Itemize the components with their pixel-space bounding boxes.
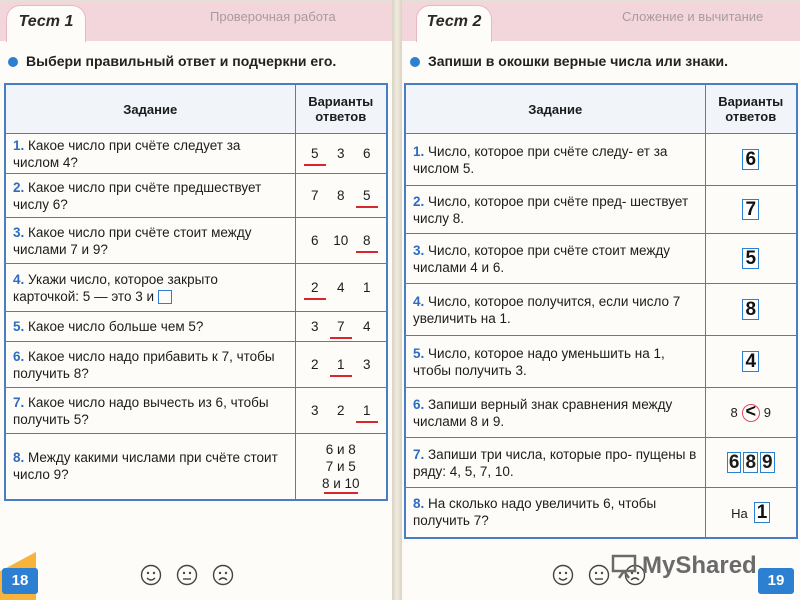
answer-cell — [705, 134, 797, 186]
task-text: На сколько надо увеличить 6, чтобы получить 7? — [413, 496, 657, 529]
table-row — [405, 234, 797, 284]
answer-option[interactable]: 4 — [362, 319, 371, 334]
answer-box[interactable]: 1 — [754, 502, 771, 523]
test-tab: Тест 1 — [6, 5, 86, 42]
answer-options-cell — [295, 434, 387, 500]
task-number: 7. — [13, 394, 25, 410]
smile-face-icon[interactable] — [140, 564, 162, 586]
task-cell — [405, 284, 705, 336]
col-header-answers: Варианты ответов — [295, 84, 387, 134]
task-cell — [405, 134, 705, 186]
task-number: 4. — [413, 293, 425, 309]
neutral-face-icon[interactable] — [588, 564, 610, 586]
table-row — [5, 264, 387, 312]
col-header-answers: Варианты ответов — [705, 84, 797, 134]
answer-option[interactable]: 3 — [310, 403, 319, 418]
task-text: Какое число больше чем 5? — [28, 319, 204, 334]
task-number: 7. — [413, 446, 425, 462]
answer-box[interactable]: 7 — [742, 199, 759, 220]
answer-box[interactable]: 6 — [742, 149, 759, 170]
answer-option[interactable]: 6 — [310, 233, 319, 248]
task-text: Число, которое при счёте пред- шествует числу 8. — [413, 193, 689, 226]
self-assessment-faces — [140, 564, 234, 586]
table-row — [405, 284, 797, 336]
task-cell — [405, 488, 705, 538]
table-row — [5, 342, 387, 388]
answer-options-cell — [295, 264, 387, 312]
answer-option[interactable]: 2 — [336, 403, 345, 418]
answer-options-cell — [295, 134, 387, 174]
answer-option[interactable]: 7 и 5 — [325, 458, 356, 474]
neutral-face-icon[interactable] — [176, 564, 198, 586]
task-text: Какое число при счёте предшествует числу 6? — [13, 179, 262, 212]
right-page — [402, 0, 800, 600]
table-row — [5, 174, 387, 218]
task-cell — [5, 434, 295, 500]
answer-box[interactable]: 8 — [745, 451, 757, 473]
task-cell — [5, 174, 295, 218]
task-text: Между какими числами при счёте стоит число 9? — [13, 450, 278, 483]
task-number: 2. — [13, 179, 25, 195]
table-row — [5, 218, 387, 264]
answer-option[interactable]: 2 — [310, 357, 319, 372]
task-number: 6. — [13, 348, 25, 364]
table-row — [405, 488, 797, 538]
table-row — [405, 438, 797, 488]
comparison-right: 9 — [763, 404, 771, 420]
table-row — [5, 312, 387, 342]
instruction: Выбери правильный ответ и подчеркни его. — [8, 53, 336, 69]
table-row — [405, 388, 797, 438]
task-text: Какое число надо вычесть из 6, чтобы получить 5? — [13, 394, 269, 427]
task-cell — [5, 218, 295, 264]
answer-option[interactable]: 3 — [362, 357, 371, 372]
answer-option[interactable]: 5 — [307, 146, 323, 161]
sad-face-icon[interactable] — [212, 564, 234, 586]
answer-option[interactable]: 6 и 8 — [325, 441, 356, 457]
book-gutter — [392, 0, 402, 600]
answer-option[interactable]: 10 — [333, 233, 349, 248]
task-cell — [405, 336, 705, 388]
answer-options-cell — [295, 388, 387, 434]
card-box-icon — [158, 290, 172, 304]
answer-cell — [705, 234, 797, 284]
answer-box[interactable]: 6 — [728, 451, 740, 473]
answer-option[interactable]: 8 — [336, 188, 345, 203]
test-tab: Тест 2 — [416, 5, 492, 42]
col-header-task: Задание — [405, 84, 705, 134]
answer-option[interactable]: 3 — [310, 319, 319, 334]
left-page — [0, 0, 392, 600]
task-number: 3. — [413, 242, 425, 258]
answer-option[interactable]: 1 — [333, 357, 349, 372]
answer-box[interactable]: 5 — [742, 248, 759, 269]
task-text: Число, которое надо уменьшить на 1, чтобы получить 3. — [413, 345, 665, 378]
task-number: 1. — [13, 137, 25, 153]
answer-option[interactable]: 8 и 10 — [321, 475, 360, 491]
table-row — [5, 388, 387, 434]
comparison-left: 8 — [730, 404, 738, 420]
task-number: 5. — [13, 319, 25, 334]
answer-option[interactable]: 3 — [336, 146, 345, 161]
task-text: Какое число при счёте следует за числом 4? — [13, 137, 241, 170]
table-row — [405, 134, 797, 186]
answer-box[interactable]: 9 — [762, 451, 773, 473]
task-text: Число, которое при счёте следу- ет за числом 5. — [413, 143, 668, 176]
task-table — [404, 83, 798, 539]
instruction: Запиши в окошки верные числа или знаки. — [410, 53, 728, 69]
task-number: 5. — [413, 345, 425, 361]
header-faint-text: Сложение и вычитание — [622, 9, 764, 24]
table-row — [405, 186, 797, 234]
task-text: Запиши три числа, которые про- пущены в ряду: 4, 5, 7, 10. — [413, 446, 697, 479]
header-faint-text: Проверочная работа — [210, 9, 336, 24]
answer-option[interactable]: 1 — [359, 403, 375, 418]
answer-options-cell — [295, 174, 387, 218]
task-cell — [405, 438, 705, 488]
task-cell — [405, 186, 705, 234]
watermark: MyShared — [610, 552, 757, 580]
answer-boxes — [726, 452, 776, 473]
task-text: Число, которое при счёте стоит между числами 4 и 6. — [413, 242, 671, 275]
table-row — [405, 336, 797, 388]
task-cell — [405, 234, 705, 284]
task-number: 1. — [413, 143, 425, 159]
bullet-icon — [8, 57, 18, 67]
task-number: 3. — [13, 224, 25, 240]
task-table — [4, 83, 388, 501]
answer-options-cell — [295, 342, 387, 388]
answer-cell — [705, 186, 797, 234]
answer-option[interactable]: 8 — [359, 233, 375, 248]
task-text: Запиши верный знак сравнения между числами 8 и 9. — [413, 396, 673, 429]
answer-option[interactable]: 2 — [307, 280, 323, 295]
answer-option[interactable]: 1 — [362, 280, 371, 295]
smile-face-icon[interactable] — [552, 564, 574, 586]
table-row — [5, 434, 387, 500]
answer-option[interactable]: 7 — [310, 188, 319, 203]
bullet-icon — [410, 57, 420, 67]
comparison — [730, 400, 771, 421]
table-row — [5, 134, 387, 174]
answer-cell — [705, 488, 797, 538]
page-number: 18 — [2, 568, 38, 594]
task-cell — [405, 388, 705, 438]
task-number: 8. — [13, 450, 25, 466]
task-number: 8. — [413, 496, 425, 512]
task-text: Укажи число, которое закрыто карточкой: 5 — это 3 и — [13, 271, 218, 304]
task-cell — [5, 312, 295, 342]
task-number: 4. — [13, 271, 25, 287]
task-number: 2. — [413, 193, 425, 209]
task-number: 6. — [413, 396, 425, 412]
answer-cell — [705, 284, 797, 336]
page-number: 19 — [758, 568, 794, 594]
answer-option[interactable]: 7 — [333, 319, 349, 334]
task-cell — [5, 388, 295, 434]
answer-cell — [705, 388, 797, 438]
presentation-icon — [610, 552, 638, 580]
answer-option[interactable]: 4 — [336, 280, 345, 295]
answer-options-cell — [295, 218, 387, 264]
answer-options-stack — [322, 441, 360, 492]
answer-prefix: На — [731, 505, 748, 521]
answer-options-cell — [295, 312, 387, 342]
task-cell — [5, 264, 295, 312]
answer-box[interactable]: 8 — [742, 299, 759, 320]
answer-cell — [705, 438, 797, 488]
answer-option[interactable]: 5 — [359, 188, 375, 203]
answer-box[interactable]: 4 — [742, 351, 759, 372]
col-header-task: Задание — [5, 84, 295, 134]
task-text: Число, которое получится, если число 7 увеличить на 1. — [413, 293, 681, 326]
comparison-sign-box[interactable]: < — [742, 404, 760, 422]
answer-cell — [705, 336, 797, 388]
answer-option[interactable]: 6 — [362, 146, 371, 161]
task-cell — [5, 134, 295, 174]
task-cell — [5, 342, 295, 388]
task-text: Какое число надо прибавить к 7, чтобы получить 8? — [13, 348, 275, 381]
task-text: Какое число при счёте стоит между числами 7 и 9? — [13, 224, 252, 257]
